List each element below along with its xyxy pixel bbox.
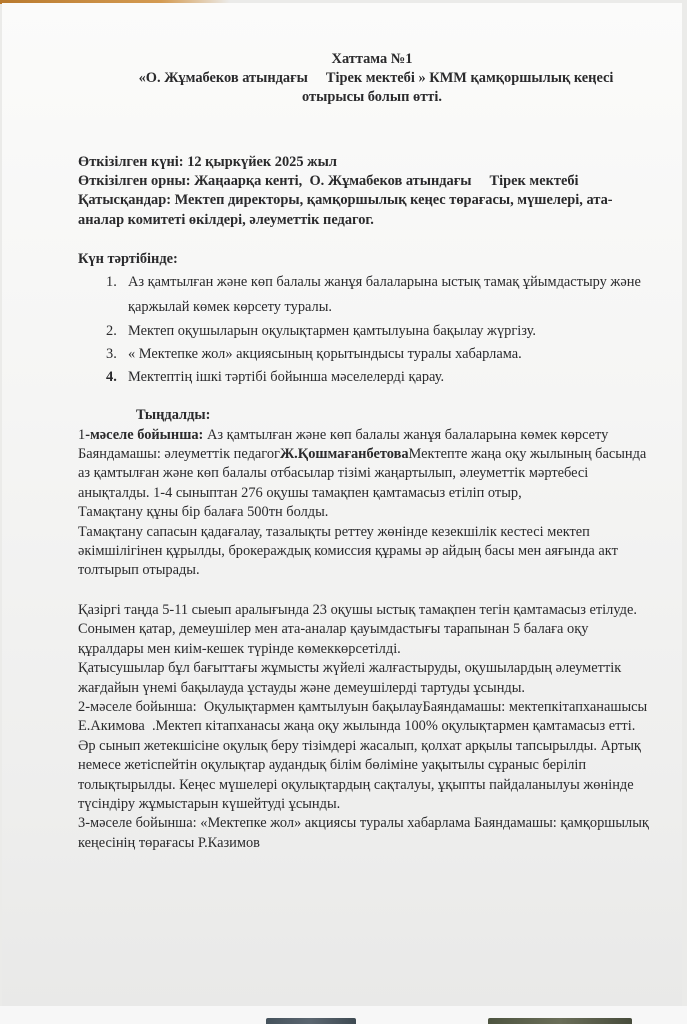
agenda-item-text: « Мектепке жол» акциясының қорытындысы туралы хабарлама. — [128, 346, 522, 363]
agenda-item-text: Мектеп оқушыларын оқулықтармен қамтылуына бақылау жүргізу. — [128, 323, 536, 340]
background-object-right — [488, 1018, 632, 1024]
issue-1-text-continued: Мектепте жаңа оқу жылының басында аз қамтылған және көп балалы отбасылар тізімі жаңартылып, әлеуметтік мәртебесі анықталды. 1-4 сыныптан 276 оқушы тамақпен қамтамасыз етіліп отыр, — [78, 446, 647, 501]
issue-1-text: Аз қамтылған және көп балалы жанұя балаларына көмек көрсету Баяндамашы: әлеуметтік педагог — [78, 426, 609, 463]
agenda-item-text: Мектептің ішкі тәртібі бойынша мәселелерді қарау. — [128, 369, 445, 386]
meeting-participants: Қатысқандар: Мектеп директоры, қамқоршылық кеңес төрағасы, мүшелері, ата-аналар комитеті өкілдері, әлеуметтік педагог. — [78, 192, 613, 228]
issue-3-paragraph: 3-мәселе бойынша: «Мектепке жол» акциясы туралы хабарлама Баяндамашы: қамқоршылық кеңесінің төрағасы Р.Казимов — [78, 815, 649, 851]
agenda-heading: Күн тәртібінде: — [78, 250, 178, 267]
issue-1-number: 1 — [78, 426, 86, 443]
agenda-item — [106, 343, 652, 366]
agenda-item — [106, 320, 652, 343]
issue-1-cost: Тамақтану құны бір балаға 500тн болды. — [78, 504, 329, 521]
document-body — [78, 50, 652, 853]
agenda-item-number: 3. — [106, 346, 117, 363]
document-header — [92, 50, 652, 107]
agenda-item-number: 4. — [106, 369, 117, 386]
agenda-item-text: Аз қамтылған және көп балалы жанұя балаларына ыстық тамақ ұйымдастыру және қаржылай көмек көрсету туралы. — [128, 274, 641, 316]
issue-1-speaker: Ж.Қошмағанбетова — [279, 446, 409, 463]
agenda-item — [106, 366, 652, 389]
document-subtitle-line-2: отырысы болып өтті. — [302, 89, 442, 105]
heard-heading: Тыңдалды: — [136, 407, 211, 424]
paragraph-gap — [78, 581, 652, 601]
issue-1-recommendation: Қатысушылар бұл бағыттағы жұмысты жүйелі жалғастыруды, оқушылардың әлеуметтік жағдайын үнемі бақылауда ұстауды және демеушілерді тартуды ұсынды. — [78, 660, 622, 696]
agenda-list — [92, 270, 652, 389]
agenda-item-number: 2. — [106, 323, 117, 340]
issue-2-paragraph: 2-мәселе бойынша: Оқулықтармен қамтылуын бақылауБаяндамашы: мектепкітапханашысы Е.Акимова .Мектеп кітапханасы жаңа оқу жылында 100% оқулықтармен қамтамасыз етті. Әр сынып жетекшісіне оқулық беру тізімдері жасалып, қолхат арқылы тапсырылды. Артық немесе жетіспейтін оқулықтар аудандық білім бөліміне уақытылы сұраныс беріліп толықтырылды. Кеңес мүшелері оқулықтардың сақталуы, ұқыпты пайдаланылуы жөнінде түсіндіру жұмыстарын күшейтуді ұсынды. — [78, 698, 651, 812]
agenda-item — [106, 270, 652, 320]
issue-1-quality: Тамақтану сапасын қадағалау, тазалықты реттеу жөнінде кезекшілік кестесі мектеп әкімшілігінен құрылды, брокераждық комиссия құрамы әр айдың басы мен аяғында акт толтырып отырады. — [78, 523, 618, 579]
meeting-meta — [78, 153, 652, 230]
issue-1-current: Қазіргі таңда 5-11 сыеып аралығында 23 оқушы ыстық тамақпен тегін қамтамасыз етілуде. Сонымен қатар, демеушілер мен ата-аналар қауымдастығы тарапынан 5 балаға оқу құралдары мен киім-кешек түрінде көмеккөрсетілді. — [78, 601, 637, 657]
document-title: Хаттама №1 — [331, 51, 413, 67]
meeting-place: Өткізілген орны: Жаңаарқа кенті, О. Жұмабеков атындағы Тірек мектебі — [78, 173, 579, 190]
issue-1-paragraph — [78, 426, 652, 504]
agenda-item-number: 1. — [106, 274, 117, 291]
document-subtitle-line-1: «О. Жұмабеков атындағы Тірек мектебі » КММ қамқоршылық кеңесі — [138, 70, 614, 86]
meeting-date: Өткізілген күні: 12 қыркүйек 2025 жыл — [78, 154, 337, 170]
issue-1-label: -мәселе бойынша: — [85, 426, 204, 443]
background-object-left — [266, 1018, 356, 1024]
minutes-body — [78, 426, 652, 854]
